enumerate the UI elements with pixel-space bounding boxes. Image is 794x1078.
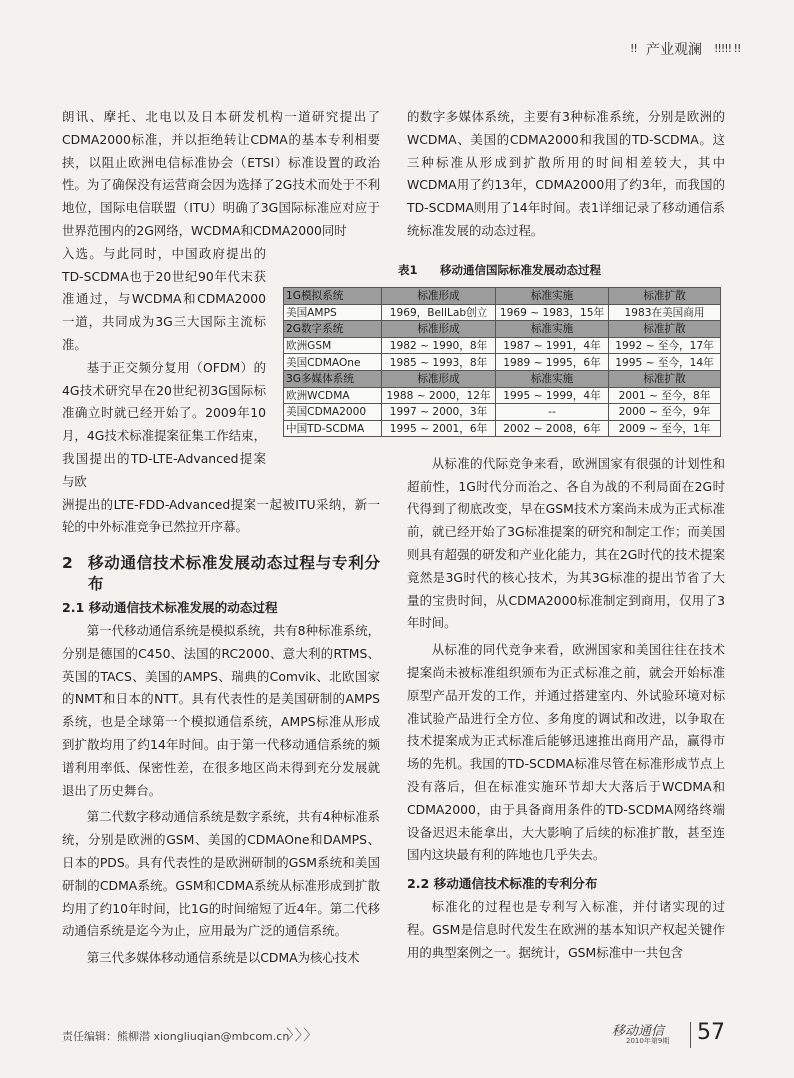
table-header-cell: 标准实施 [496, 288, 609, 305]
table-header-cell: 标准形成 [382, 288, 496, 305]
table-cell: 1989 ~ 1995，6年 [496, 354, 609, 371]
table-cell: 1987 ~ 1991，4年 [496, 337, 609, 354]
table-cell: 1995 ~ 至今，14年 [609, 354, 721, 371]
page-header [0, 38, 794, 62]
left-column [62, 106, 380, 970]
table-header-cell: 标准实施 [496, 370, 609, 387]
header-bars-left-icon: !! [630, 42, 637, 55]
paragraph: 洲提出的LTE-FDD-Advanced提案一起被ITU采纳，新一轮的中外标准竞争已然拉开序幕。 [62, 496, 380, 535]
table-row [284, 354, 721, 371]
table-header-cell: 标准扩散 [609, 288, 721, 305]
header-bars-right-icon: !!!!! !! [714, 42, 741, 55]
table-header-cell: 标准实施 [496, 321, 609, 338]
section-heading-text: 移动通信技术标准发展动态过程与专利分布 [88, 554, 380, 594]
footer-divider [690, 1022, 691, 1048]
table-cell: 1985 ~ 1993，8年 [382, 354, 496, 371]
table-header-cell: 3G多媒体系统 [284, 370, 382, 387]
paragraph: 第一代移动通信系统是模拟系统，共有8种标准系统，分别是德国的C450、法国的RC2000、意大利的RTMS、英国的TACS、美国的AMPS、瑞典的Comvik、北欧国家的NMT和日本的NTT。具有代表性的是美国研制的AMPS系统，也是全球第一个模拟通信系统，AMPS标准从形成到扩散均用了约14年时间。由于第一代移动通信系统的频谱利用率低、保密性差，在很多地区尚未得到充分发展就退出了历史舞台。 [62, 622, 380, 798]
page-number: 57 [697, 1020, 725, 1045]
table-group-header [284, 288, 721, 305]
table-caption [398, 262, 601, 278]
section-title: 产业观澜 [646, 42, 702, 58]
paragraph: 第三代多媒体移动通信系统是以CDMA为核心技术 [86, 950, 360, 966]
subsection-heading: 2.1 移动通信技术标准发展的动态过程 [62, 600, 278, 616]
table-cell: 1995 ~ 1999，4年 [496, 387, 609, 404]
paragraph: 朗讯、摩托、北电以及日本研发机构一道研究提出了CDMA2000标准，并以拒绝转让CDMA的基本专利相要挟，以阻止欧洲电信标准协会（ETSI）标准设置的政治性。为了确保没有运营商会因为选择了2G技术而处于不利地位，国际电信联盟（ITU）明确了3G国际标准应对应于世界范围内的2G网络，WCDMA和CDMA2000同时 [62, 109, 380, 238]
paragraph: 从标准的代际竞争来看，欧洲国家有很强的计划性和超前性，1G时代分而治之、各自为战的不利局面在2G时代得到了彻底改变，早在GSM技术方案尚未成为正式标准前，就已经开始了3G标准提案的研究和制定工作；而美国则具有超强的研发和产业化能力，其在2G时代的技术提案竟然是3G时代的核心技术，为其3G标准的提出节省了大量的宝贵时间，从CDMA2000标准制定到商用，仅用了3年时间。 [407, 455, 725, 631]
table-header-cell: 标准形成 [382, 321, 496, 338]
paragraph: 从标准的同代竞争来看，欧洲国家和美国往往在技术提案尚未被标准组织颁布为正式标准之前，就会开始标准原型产品开发的工作，并通过搭建室内、外试验环境对标准试验产品进行全方位、多角度的调试和改进，以争取在技术提案成为正式标准后能够迅速推出商用产品，赢得市场的先机。我国的TD-SCDMA标准尽管在标准形成节点上没有落后，但在标准实施环节却大大落后于WCDMA和CDMA2000，由于具备商用条件的TD-SCDMA网络终端设备迟迟未能拿出，大大影响了后续的标准扩散，甚至连国内这块最有利的阵地也几乎失去。 [407, 642, 725, 863]
table-cell: 2009 ~ 至今，1年 [609, 420, 721, 437]
table-row [284, 404, 721, 421]
table-header-cell: 标准扩散 [609, 370, 721, 387]
table-cell: 1992 ~ 至今，17年 [609, 337, 721, 354]
right-column [407, 106, 725, 964]
table-row [284, 387, 721, 404]
paragraph: 入选。与此同时，中国政府提出的TD-SCDMA也于20世纪90年代末获准通过，与WCDMA和CDMA2000一道，共同成为3G三大国际主流标准。 [62, 245, 266, 352]
table-cell: 1969，BellLab创立 [382, 304, 496, 321]
table-cell: 2000 ~ 至今，9年 [609, 404, 721, 421]
paragraph: 的数字多媒体系统，主要有3种标准系统，分别是欧洲的WCDMA、美国的CDMA2000和我国的TD-SCDMA。这三种标准从形成到扩散所用的时间相差较大，其中WCDMA用了约13年，CDMA2000用了约3年，而我国的TD-SCDMA则用了14年时间。表1详细记录了移动通信系统标准发展的动态过程。 [407, 109, 725, 238]
table-cell: 1969 ~ 1983，15年 [496, 304, 609, 321]
section-number: 2 [62, 554, 73, 573]
table-row [284, 420, 721, 437]
table-cell: 1995 ~ 2001，6年 [382, 420, 496, 437]
table-number: 表1 [398, 263, 418, 277]
table-caption-text: 移动通信国际标准发展动态过程 [440, 263, 601, 277]
table-cell: 1988 ~ 2000，12年 [382, 387, 496, 404]
chevron-right-icon: 〉〉〉 [286, 1026, 320, 1044]
table-header-cell: 标准扩散 [609, 321, 721, 338]
section-heading [62, 553, 380, 595]
table-cell: 美国AMPS [284, 304, 382, 321]
table-cell: 欧洲WCDMA [284, 387, 382, 404]
paragraph: 标准化的过程也是专利写入标准，并付诸实现的过程。GSM是信息时代发生在欧洲的基本知识产权起关键作用的典型案例之一。据统计，GSM标准中一共包含 [407, 898, 725, 960]
table-cell: -- [496, 404, 609, 421]
paragraph: 第二代数字移动通信系统是数字系统，共有4种标准系统，分别是欧洲的GSM、美国的CDMAOne和DAMPS、日本的PDS。具有代表性的是欧洲研制的GSM系统和美国研制的CDMA系统。GSM和CDMA系统从标准形成到扩散均用了约10年时间，比1G的时间缩短了近4年。第二代移动通信系统是迄今为止，应用最为广泛的通信系统。 [62, 809, 380, 939]
paragraph: 基于正交频分复用（OFDM）的4G技术研究早在20世纪初3G国际标准确立时就已经开始了。2009年10月，4G技术标准提案征集工作结束，我国提出的TD-LTE-Advanced提案与欧 [62, 359, 266, 489]
table-cell: 欧洲GSM [284, 337, 382, 354]
editor-credit: 责任编辑：熊柳潜 xiongliuqian@mbcom.cn [62, 1030, 290, 1043]
page-footer [0, 1020, 794, 1050]
table-group-header [284, 321, 721, 338]
table-header-cell: 标准形成 [382, 370, 496, 387]
table-row [284, 304, 721, 321]
table-cell: 1982 ~ 1990，8年 [382, 337, 496, 354]
table-cell: 中国TD-SCDMA [284, 420, 382, 437]
table-cell: 1997 ~ 2000，3年 [382, 404, 496, 421]
magazine-logo: 移动通信 [612, 1024, 665, 1039]
table-header-cell: 2G数字系统 [284, 321, 382, 338]
issue-label: 2010年第9期 [626, 1037, 670, 1045]
table-cell: 2001 ~ 至今，8年 [609, 387, 721, 404]
table-cell: 美国CDMA2000 [284, 404, 382, 421]
table-cell: 2002 ~ 2008，6年 [496, 420, 609, 437]
subsection-heading: 2.2 移动通信技术标准的专利分布 [407, 876, 598, 892]
table-group-header [284, 370, 721, 387]
standards-table [283, 287, 721, 437]
table-cell: 1983在美国商用 [609, 304, 721, 321]
table-cell: 美国CDMAOne [284, 354, 382, 371]
table-row [284, 337, 721, 354]
table-header-cell: 1G模拟系统 [284, 288, 382, 305]
